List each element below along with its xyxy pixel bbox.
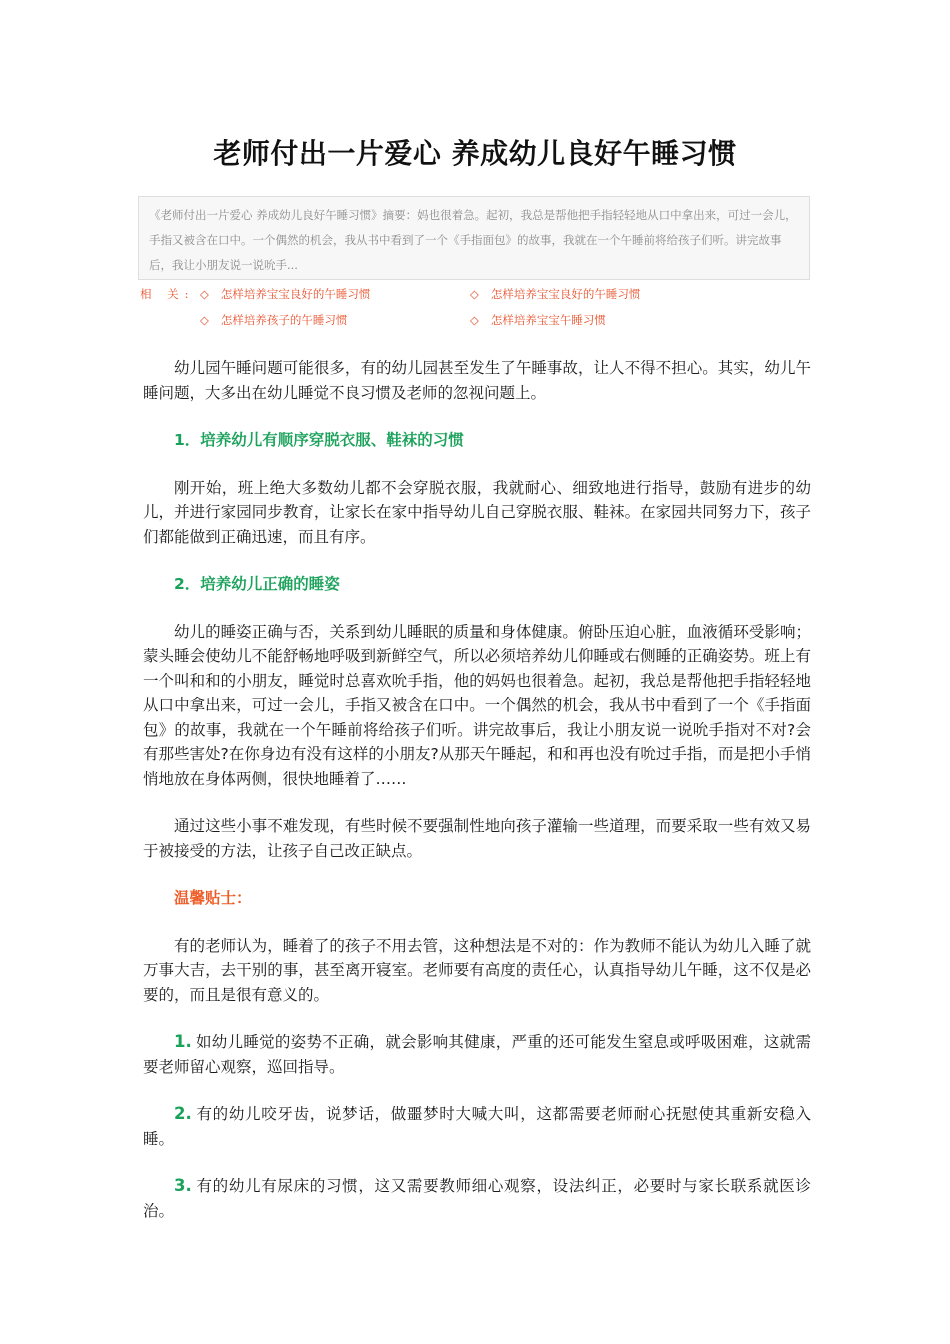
tip-item-1 [143, 1030, 811, 1079]
tip-text: 有的幼儿有尿床的习惯，这又需要教师细心观察，设法纠正，必要时与家长联系就医诊治。 [143, 1177, 811, 1220]
page-title: 老师付出一片爱心 养成幼儿良好午睡习惯 [213, 137, 737, 170]
tips-heading: 温馨贴士： [174, 889, 252, 907]
tip-number: 2. [174, 1104, 192, 1123]
diamond-icon: ◇ [470, 313, 479, 327]
section-heading-1: 1．培养幼儿有顺序穿脱衣服、鞋袜的习惯 [174, 431, 464, 449]
conclusion-paragraph: 通过这些小事不难发现，有些时候不要强制性地向孩子灌输一些道理，而要采取一些有效又易于被接受的方法，让孩子自己改正缺点。 [143, 817, 811, 860]
tip-text: 有的幼儿咬牙齿，说梦话，做噩梦时大喊大叫，这都需要老师耐心抚慰使其重新安稳入睡。 [143, 1105, 811, 1148]
section-heading-2: 2．培养幼儿正确的睡姿 [174, 575, 340, 593]
tip-item-3 [143, 1174, 811, 1223]
diamond-icon: ◇ [470, 287, 479, 301]
article-body [143, 356, 811, 1246]
related-label: 相 关: [140, 287, 195, 301]
diamond-icon: ◇ [200, 287, 209, 301]
related-link-4[interactable]: ◇ 怎样培养宝宝午睡习惯 [470, 313, 606, 327]
tip-item-2 [143, 1102, 811, 1151]
abstract-box: 《老师付出一片爱心 养成幼儿良好午睡习惯》摘要：妈也很着急。起初，我总是帮他把手指轻轻地从口中拿出来，可过一会儿，手指又被含在口中。一个偶然的机会，我从书中看到了一个《手指面包》的故事，我就在一个午睡前将给孩子们听。讲完故事后，我让小朋友说一说吮手... [138, 196, 810, 280]
tips-intro-paragraph: 有的老师认为，睡着了的孩子不用去管，这种想法是不对的：作为教师不能认为幼儿入睡了就万事大吉，去干别的事，甚至离开寝室。老师要有高度的责任心，认真指导幼儿午睡，这不仅是必要的，而且是很有意义的。 [143, 936, 811, 1004]
section-paragraph-2: 幼儿的睡姿正确与否，关系到幼儿睡眠的质量和身体健康。俯卧压迫心脏，血液循环受影响；蒙头睡会使幼儿不能舒畅地呼吸到新鲜空气，所以必须培养幼儿仰睡或右侧睡的正确姿势。班上有一个叫和和的小朋友，睡觉时总喜欢吮手指，他的妈妈也很着急。起初，我总是帮他把手指轻轻地从口中拿出来，可过一会儿，手指又被含在口中。一个偶然的机会，我从书中看到了一个《手指面包》的故事，我就在一个午睡前将给孩子们听。讲完故事后，我让小朋友说一说吮手指对不对?会有那些害处?在你身边有没有这样的小朋友?从那天午睡起，和和再也没有吮过手指，而是把小手悄悄地放在身体两侧，很快地睡着了…… [143, 622, 811, 788]
tip-number: 1. [174, 1032, 192, 1051]
diamond-icon: ◇ [200, 313, 209, 327]
intro-paragraph: 幼儿园午睡问题可能很多，有的幼儿园甚至发生了午睡事故，让人不得不担心。其实，幼儿午睡问题，大多出在幼儿睡觉不良习惯及老师的忽视问题上。 [143, 359, 811, 402]
related-link-2[interactable]: ◇ 怎样培养宝宝良好的午睡习惯 [470, 287, 641, 301]
tip-text: 如幼儿睡觉的姿势不正确，就会影响其健康，严重的还可能发生窒息或呼吸困难，这就需要老师留心观察，巡回指导。 [143, 1033, 811, 1076]
section-paragraph-1: 刚开始，班上绝大多数幼儿都不会穿脱衣服，我就耐心、细致地进行指导，鼓励有进步的幼儿，并进行家园同步教育，让家长在家中指导幼儿自己穿脱衣服、鞋袜。在家园共同努力下，孩子们都能做到正确迅速，而且有序。 [143, 478, 811, 546]
related-link-1[interactable]: ◇ 怎样培养宝宝良好的午睡习惯 [200, 287, 371, 301]
related-link-3[interactable]: ◇ 怎样培养孩子的午睡习惯 [200, 313, 348, 327]
tip-number: 3. [174, 1176, 192, 1195]
